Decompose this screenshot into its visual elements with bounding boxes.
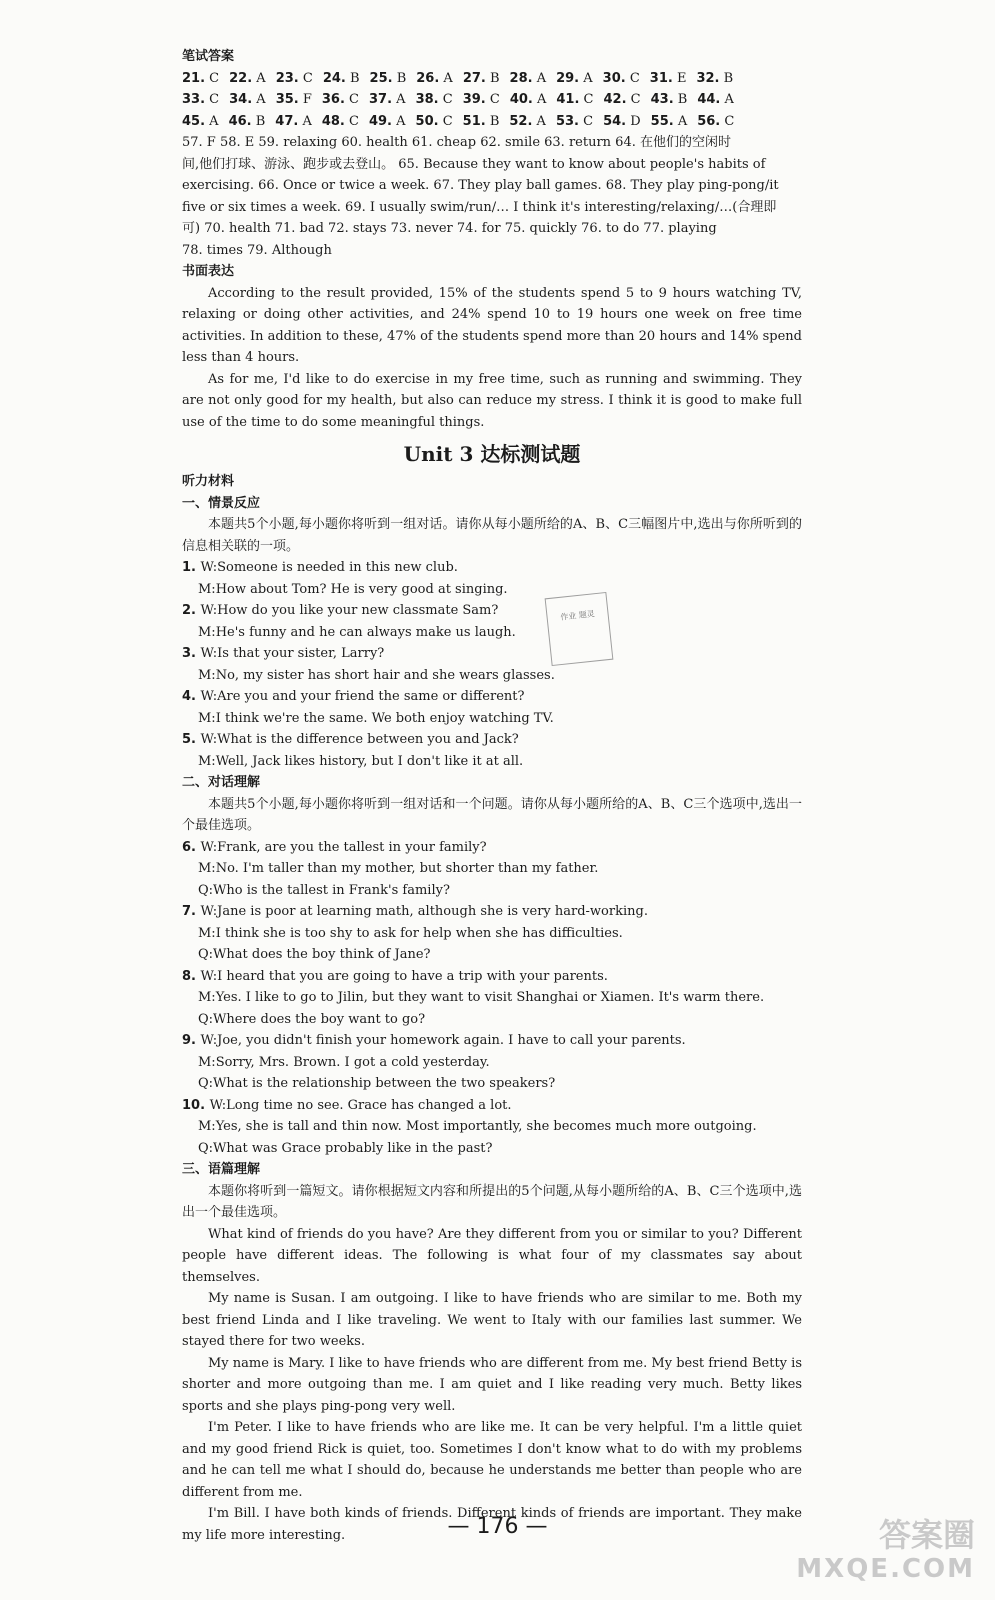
answer-item: 30. C [602, 70, 640, 86]
answer-line-7: five or six times a week. 69. I usually swim/run/… I think it's interesting/relaxing/…(合理即 [182, 199, 777, 215]
dialogue-line: 8. W:I heard that you are going to have a trip with your parents. [182, 968, 608, 984]
passage-paragraph: What kind of friends do you have? Are they different from you or similar to you? Different people have different ideas. The following is what four of my classmates say about themselves. [182, 1226, 802, 1285]
answer-line-4: 57. F 58. E 59. relaxing 60. health 61. cheap 62. smile 63. return 64. 在他们的空闲时 [182, 135, 731, 150]
section-2-intro: 本题共5个小题,每小题你将听到一组对话和一个问题。请你从每小题所给的A、B、C三个选项中,选出一个最佳选项。 [182, 796, 802, 833]
answer-item: 22. A [229, 70, 266, 86]
answer-item: 44. A [697, 92, 734, 107]
passage-paragraph: My name is Mary. I like to have friends who are different from me. My best friend Betty is shorter and more outgoing than me. I am quiet and I like reading very much. Betty likes sports and she plays ping-pong very well. [182, 1355, 802, 1414]
answer-item: 27. B [462, 70, 500, 86]
dialogue-line: Q:What was Grace probably like in the past? [198, 1140, 493, 1156]
answer-item: 49. A [368, 113, 406, 129]
answer-item: 28. A [509, 70, 547, 86]
dialogue-line: M:I think she is too shy to ask for help when she has difficulties. [198, 925, 623, 941]
answer-line-9: 78. times 79. Although [182, 242, 332, 258]
stamp-text: 作业 题灵 [559, 609, 596, 622]
answer-item: 56. C [697, 113, 735, 129]
dialogue-line: 9. W:Joe, you didn't finish your homework again. I have to call your parents. [182, 1033, 686, 1048]
writing-paragraph-2: As for me, I'd like to do exercise in my free time, such as running and swimming. They are not only good for my health, but also can reduce my stress. I think it is good to make full use of the time to do some meaningful things. [182, 371, 802, 430]
dialogue-line: Q:Who is the tallest in Frank's family? [198, 882, 450, 898]
answer-item: 45. A [182, 113, 219, 129]
answer-item: 54. D [603, 113, 641, 129]
section-1-title: 一、情景反应 [182, 495, 261, 511]
answer-item: 52. A [509, 113, 546, 129]
dialogue-line: M:No. I'm taller than my mother, but shorter than my father. [198, 861, 599, 876]
dialogue-line: Q:Where does the boy want to go? [198, 1011, 426, 1027]
answer-item: 34. A [229, 92, 266, 107]
passage-paragraph: My name is Susan. I am outgoing. I like to have friends who are similar to me. Both my best friend Linda and I like traveling. We went to Italy with our families last summer. We stayed there for two weeks. [182, 1291, 802, 1349]
writing-paragraph-1: According to the result provided, 15% of the students spend 5 to 9 hours watching TV, relaxing or doing other activities, and 24% spend 10 to 19 hours one week on free time activities. In addition to these, 47% of the students spend more than 20 hours and 14% spend less than 4 hours. [182, 285, 802, 365]
answer-item: 29. A [556, 70, 593, 86]
section-3-intro: 本题你将听到一篇短文。请你根据短文内容和所提出的5个问题,从每小题所给的A、B、C三个选项中,选出一个最佳选项。 [182, 1183, 802, 1220]
answer-item: 55. A [650, 113, 688, 129]
answer-item: 43. B [650, 92, 688, 107]
answer-line-8: 可) 70. health 71. bad 72. stays 73. never 74. for 75. quickly 76. to do 77. playing [182, 221, 717, 236]
section-3-passage [182, 1224, 802, 1547]
watermark-url: MXQE.COM [796, 1554, 975, 1584]
answer-item: 36. C [321, 92, 359, 107]
answer-page [182, 46, 802, 1546]
dialogue-line: M:Well, Jack likes history, but I don't like it at all. [198, 753, 524, 769]
written-answers-title: 笔试答案 [182, 49, 235, 64]
page-number: — 176 — [447, 1514, 548, 1539]
dialogue-line: M:How about Tom? He is very good at singing. [198, 581, 508, 597]
answer-row-2 [182, 89, 802, 111]
answer-row-3 [182, 111, 802, 133]
dialogue-line: Q:What does the boy think of Jane? [198, 947, 431, 962]
answer-item: 33. C [182, 92, 220, 107]
answer-item: 21. C [182, 70, 220, 86]
answer-item: 37. A [369, 92, 406, 107]
answer-item: 40. A [509, 92, 547, 107]
answer-item: 31. E [649, 70, 687, 86]
section-1-dialogues [182, 557, 802, 772]
answer-item: 35. F [275, 92, 312, 107]
dialogue-line: 2. W:How do you like your new classmate Sam? [182, 603, 499, 618]
passage-paragraph: I'm Peter. I like to have friends who are like me. It can be very helpful. I'm a little quiet and my good friend Rick is quiet, too. Sometimes I don't know what to do with my problems and he can tell me what I should do, because he understands me better than people who are different from me. [182, 1420, 802, 1500]
answer-line-6: exercising. 66. Once or twice a week. 67. They play ball games. 68. They play ping-pong/it [182, 178, 779, 193]
dialogue-line: M:No, my sister has short hair and she wears glasses. [198, 667, 555, 683]
unit-title: Unit 3 达标测试题 [403, 442, 581, 466]
answer-item: 41. C [556, 92, 594, 107]
section-1-intro: 本题共5个小题,每小题你将听到一组对话。请你从每小题所给的A、B、C三幅图片中,选出与你所听到的信息相关联的一项。 [182, 517, 802, 554]
answer-item: 46. B [228, 113, 266, 129]
writing-title: 书面表达 [182, 264, 235, 279]
dialogue-line: M:I think we're the same. We both enjoy watching TV. [198, 710, 554, 726]
answer-item: 51. B [462, 113, 500, 129]
dialogue-line: 7. W:Jane is poor at learning math, although she is very hard-working. [182, 904, 648, 919]
answer-line-5: 间,他们打球、游泳、跑步或去登山。 65. Because they want to know about people's habits of [182, 156, 766, 172]
dialogue-line: M:Yes, she is tall and thin now. Most importantly, she becomes much more outgoing. [198, 1119, 757, 1134]
section-2-title: 二、对话理解 [182, 775, 261, 790]
answer-row-1 [182, 68, 802, 90]
dialogue-line: 3. W:Is that your sister, Larry? [182, 646, 385, 661]
answer-item: 50. C [415, 113, 453, 129]
answer-item: 32. B [696, 70, 734, 86]
answer-item: 48. C [321, 113, 359, 129]
dialogue-line: Q:What is the relationship between the two speakers? [198, 1076, 556, 1091]
dialogue-line: 10. W:Long time no see. Grace has changed a lot. [182, 1097, 512, 1113]
passage-paragraph: I'm Bill. I have both kinds of friends. Different kinds of friends are important. They make my life more interesting. [182, 1506, 802, 1543]
answer-item: 26. A [416, 70, 453, 86]
answer-item: 24. B [322, 70, 360, 86]
site-watermark [796, 1518, 975, 1586]
answer-item: 23. C [275, 70, 313, 86]
dialogue-line: 5. W:What is the difference between you and Jack? [182, 732, 519, 747]
section-3-title: 三、语篇理解 [182, 1162, 261, 1177]
dialogue-line: 6. W:Frank, are you the tallest in your family? [182, 839, 487, 855]
dialogue-line: M:Yes. I like to go to Jilin, but they want to visit Shanghai or Xiamen. It's warm there. [198, 990, 765, 1005]
homework-stamp [545, 592, 614, 666]
answer-item: 42. C [603, 92, 641, 107]
listening-title: 听力材料 [182, 474, 235, 489]
watermark-logo-text: 答案圈 [878, 1516, 975, 1554]
answer-item: 53. C [555, 113, 594, 129]
dialogue-line: M:Sorry, Mrs. Brown. I got a cold yesterday. [198, 1054, 490, 1070]
answer-item: 39. C [462, 92, 500, 107]
dialogue-line: 1. W:Someone is needed in this new club. [182, 560, 458, 575]
answer-item: 47. A [275, 113, 312, 129]
answer-item: 38. C [415, 92, 453, 107]
section-2-dialogues [182, 837, 802, 1160]
dialogue-line: M:He's funny and he can always make us laugh. [198, 624, 516, 640]
dialogue-line: 4. W:Are you and your friend the same or different? [182, 689, 525, 704]
answer-item: 25. B [369, 70, 407, 86]
